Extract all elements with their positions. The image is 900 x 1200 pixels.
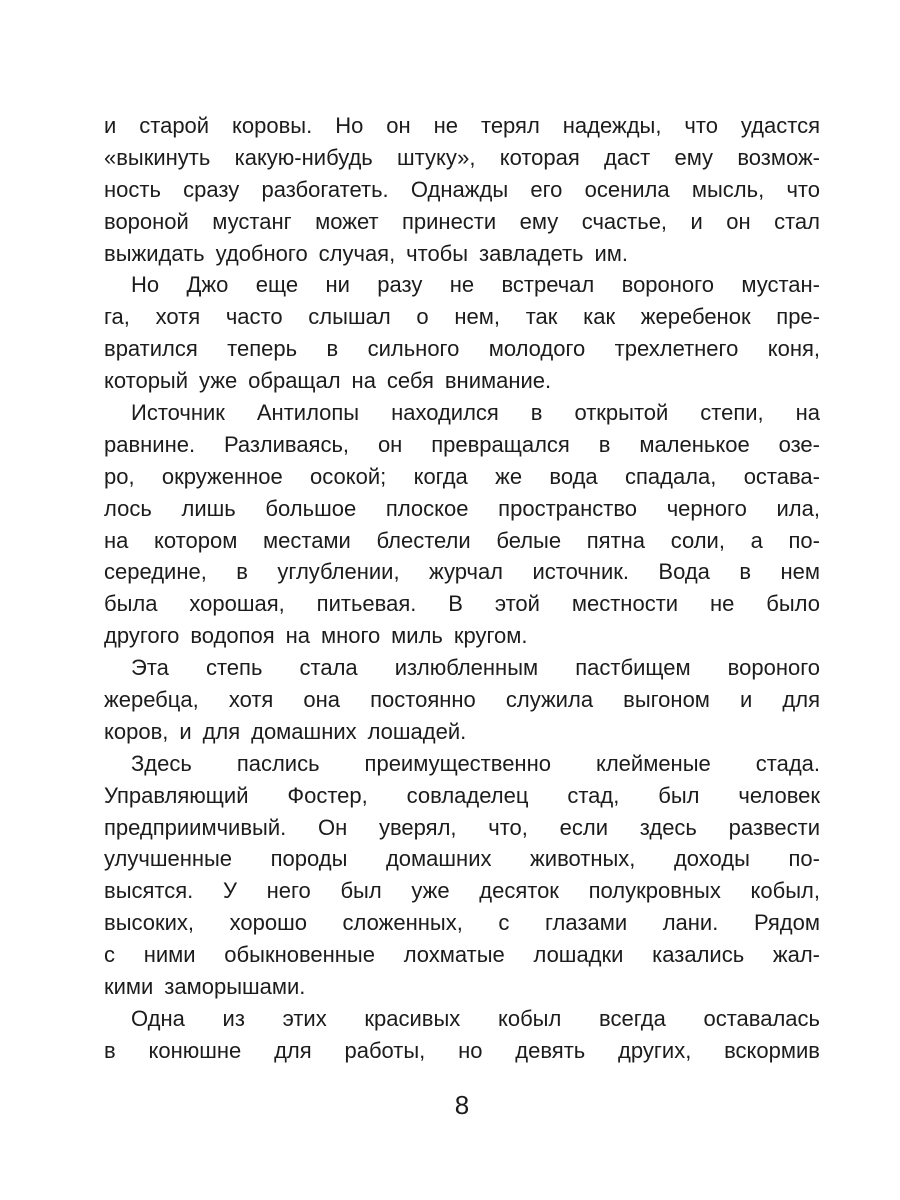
- text-line: на котором местами блестели белые пятна соли, а по-: [104, 527, 820, 553]
- text-line: была хорошая, питьевая. В этой местности не было: [104, 591, 820, 617]
- text-line: улучшенные породы домашних животных, доходы по-: [104, 846, 820, 872]
- text-line: вороной мустанг может принести ему счастье, и он стал: [104, 208, 820, 234]
- text-line: Источник Антилопы находился в открытой степи, на: [131, 400, 820, 426]
- text-line: Эта степь стала излюбленным пастбищем вороного: [131, 655, 820, 681]
- paragraph: [104, 748, 820, 1003]
- text-line: ность сразу разбогатеть. Однажды его осенила мысль, что: [104, 176, 820, 202]
- page-number: 8: [454, 1090, 470, 1120]
- text-line: который уже обращал на себя внимание.: [104, 368, 552, 394]
- text-line: и старой коровы. Но он не терял надежды, что удастся: [104, 113, 820, 138]
- text-line: с ними обыкновенные лохматые лошадки казались жал-: [104, 942, 820, 968]
- text-line: в конюшне для работы, но девять других, вскормив: [104, 1037, 820, 1063]
- text-line: «выкинуть какую-нибудь штуку», которая даст ему возмож-: [104, 144, 820, 170]
- text-line: кими заморышами.: [104, 974, 306, 1000]
- text-line: середине, в углублении, журчал источник. Вода в нем: [104, 559, 820, 585]
- text-line: вратился теперь в сильного молодого трехлетнего коня,: [104, 336, 820, 362]
- paragraph: [104, 269, 820, 397]
- text-line: Здесь паслись преимущественно клейменые стада.: [131, 750, 820, 776]
- text-line: предприимчивый. Он уверял, что, если здесь развести: [104, 814, 820, 840]
- text-line: Одна из этих красивых кобыл всегда оставалась: [131, 1005, 820, 1031]
- text-line: ро, окруженное осокой; когда же вода спадала, остава-: [104, 463, 820, 489]
- paragraph: [104, 652, 820, 748]
- text-line: высоких, хорошо сложенных, с глазами лани. Рядом: [104, 910, 820, 936]
- text-line: коров, и для домашних лошадей.: [104, 718, 467, 744]
- text-line: выжидать удобного случая, чтобы завладеть им.: [104, 240, 628, 266]
- text-line: Управляющий Фостер, совладелец стад, был человек: [104, 782, 820, 808]
- text-line: га, хотя часто слышал о нем, так как жеребенок пре-: [104, 304, 820, 330]
- paragraph: [104, 1003, 820, 1067]
- text-line: лось лишь большое плоское пространство черного ила,: [104, 495, 820, 521]
- text-line: другого водопоя на много миль кругом.: [104, 623, 528, 649]
- text-line: Но Джо еще ни разу не встречал вороного мустан-: [131, 272, 820, 298]
- paragraph: [104, 110, 820, 269]
- paragraph: [104, 397, 820, 652]
- text-line: равнине. Разливаясь, он превращался в маленькое озе-: [104, 431, 820, 457]
- text-line: высятся. У него был уже десяток полукровных кобыл,: [104, 878, 820, 904]
- page-text: [104, 110, 820, 1067]
- text-line: жеребца, хотя она постоянно служила выгоном и для: [104, 687, 820, 713]
